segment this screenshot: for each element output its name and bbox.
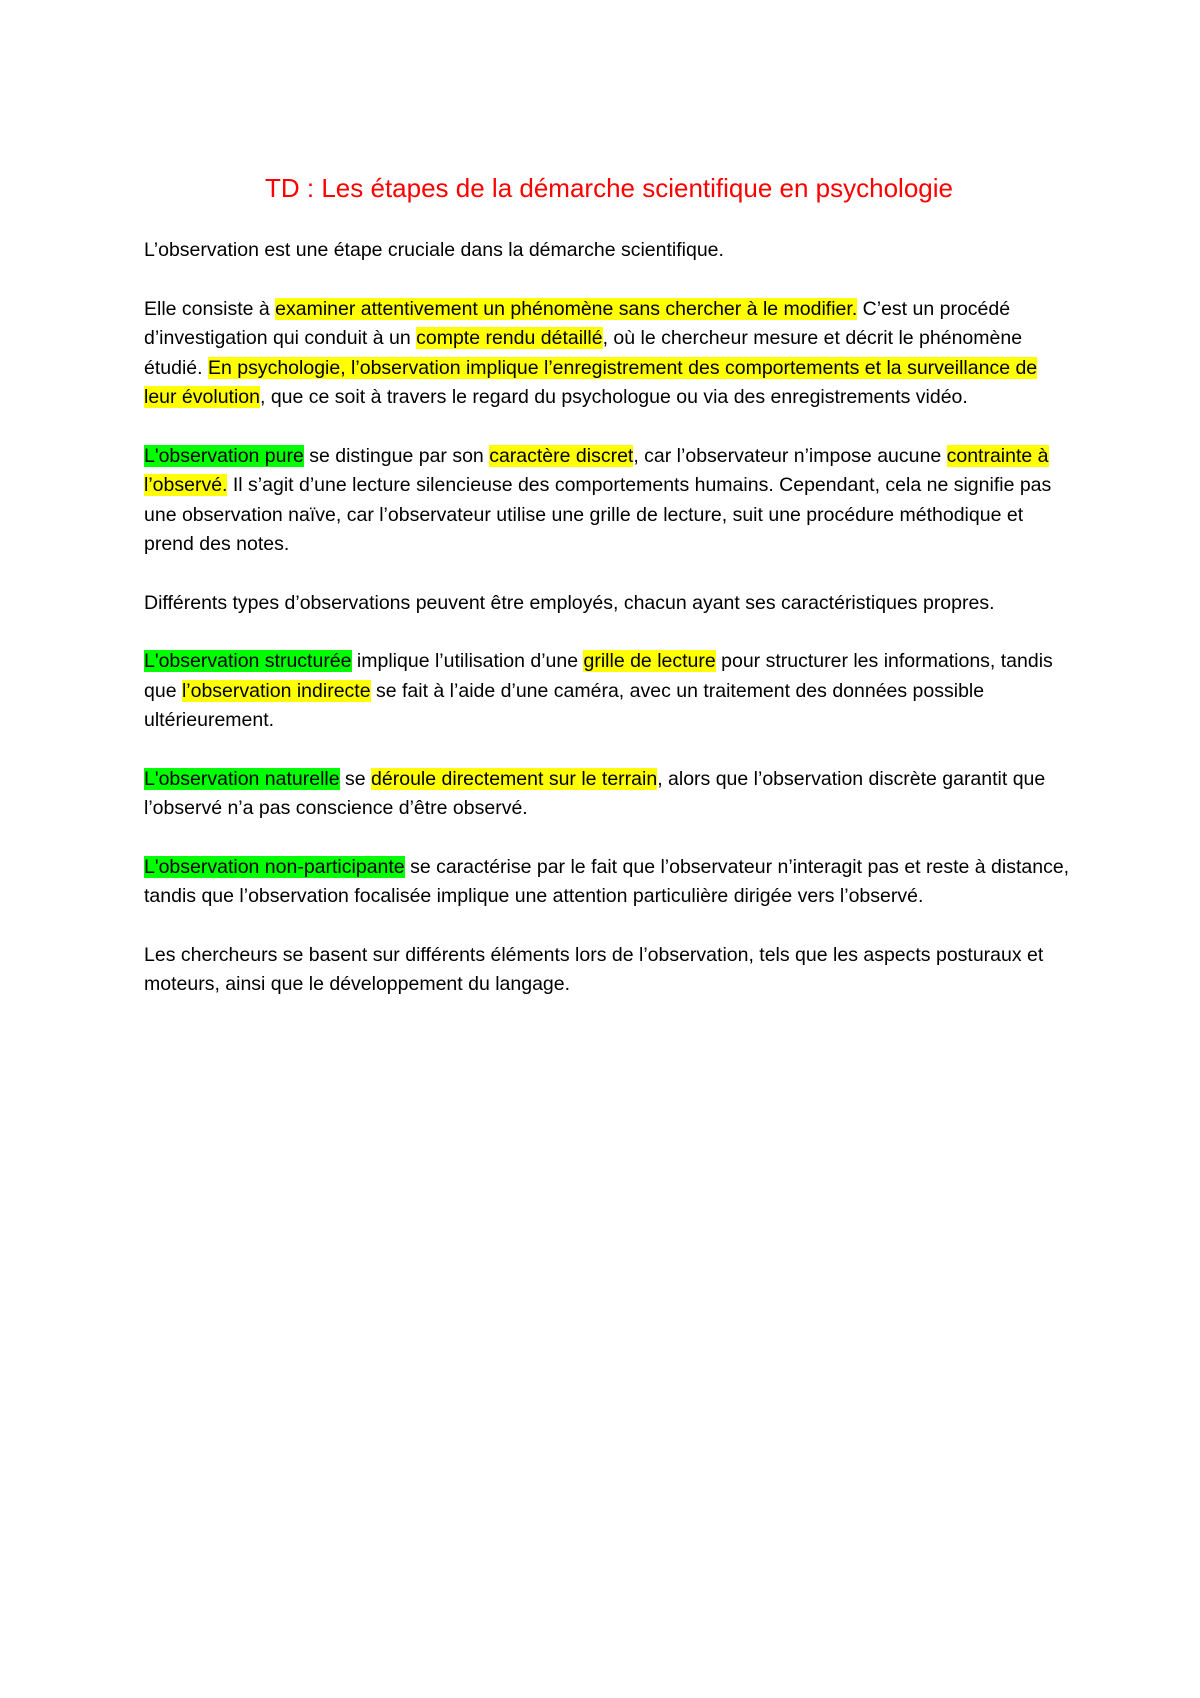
text-run: C’est un procédé d’investigation qui conduit à un	[144, 297, 1011, 349]
highlighted-term: L'observation non-participante	[144, 855, 405, 878]
text-run: , que ce soit à travers le regard du psychologue ou via des enregistrements vidéo.	[260, 386, 968, 408]
text-run: , car l’observateur n’impose aucune	[633, 444, 947, 467]
document-title: TD : Les étapes de la démarche scientifique en psychologie	[265, 173, 953, 203]
paragraph	[144, 853, 1074, 912]
document-body	[144, 236, 1074, 1000]
text-run: , alors que l’observation discrète garantit que l’observé n’a pas conscience d’être observé.	[144, 767, 1046, 819]
text-run: Les chercheurs se basent sur différents éléments lors de l’observation, tels que les aspects posturaux et moteurs, ainsi que le développement du langage.	[144, 943, 1044, 995]
text-run: L’observation est une étape cruciale dans la démarche scientifique.	[144, 239, 724, 261]
text-run: Différents types d’observations peuvent être employés, chacun ayant ses caractéristiques propres.	[144, 591, 995, 614]
paragraph	[144, 765, 1074, 824]
text-run: pour structurer les informations, tandis que	[144, 650, 1053, 702]
paragraph	[144, 236, 1074, 266]
paragraph	[144, 647, 1074, 736]
text-run: se caractérise par le fait que l’observateur n’interagit pas et reste à distance, tandis que l’observation focalisée implique une attention particulière dirigée vers l’observé.	[144, 855, 1070, 907]
highlighted-term: L'observation naturelle	[144, 767, 340, 790]
text-run: se	[339, 767, 372, 790]
paragraph	[144, 941, 1074, 1000]
text-run: implique l’utilisation d’une	[351, 650, 584, 672]
highlighted-phrase: En psychologie, l’observation implique l’enregistrement des comportements et la surveillance de leur évolution	[144, 356, 1038, 408]
highlighted-term: L'observation structurée	[144, 650, 352, 672]
paragraph	[144, 589, 1074, 619]
paragraph	[144, 442, 1074, 560]
highlighted-phrase: examiner attentivement un phénomène sans chercher à le modifier.	[275, 297, 858, 320]
text-run: Il s’agit d’une lecture silencieuse des comportements humains. Cependant, cela ne signifie pas une observation naïve, car l’observateur utilise une grille de lecture, suit une procédure méthodique et prend des notes.	[144, 474, 1052, 555]
highlighted-term: L'observation pure	[144, 444, 304, 467]
text-run: Elle consiste à	[144, 297, 276, 320]
highlighted-phrase: contrainte à l’observé.	[144, 444, 1049, 496]
highlighted-phrase: l’observation indirecte	[181, 679, 371, 702]
highlighted-phrase: grille de lecture	[583, 650, 716, 672]
highlighted-phrase: compte rendu détaillé	[416, 327, 603, 349]
highlighted-phrase: déroule directement sur le terrain	[371, 767, 658, 790]
text-run: se distingue par son	[303, 444, 490, 467]
text-run: , où le chercheur mesure et décrit le phénomène étudié.	[144, 327, 1023, 379]
document-page	[144, 170, 1074, 1029]
paragraph	[144, 295, 1074, 413]
highlighted-phrase: caractère discret	[489, 444, 634, 467]
text-run: se fait à l’aide d’une caméra, avec un traitement des données possible ultérieurement.	[144, 679, 985, 731]
